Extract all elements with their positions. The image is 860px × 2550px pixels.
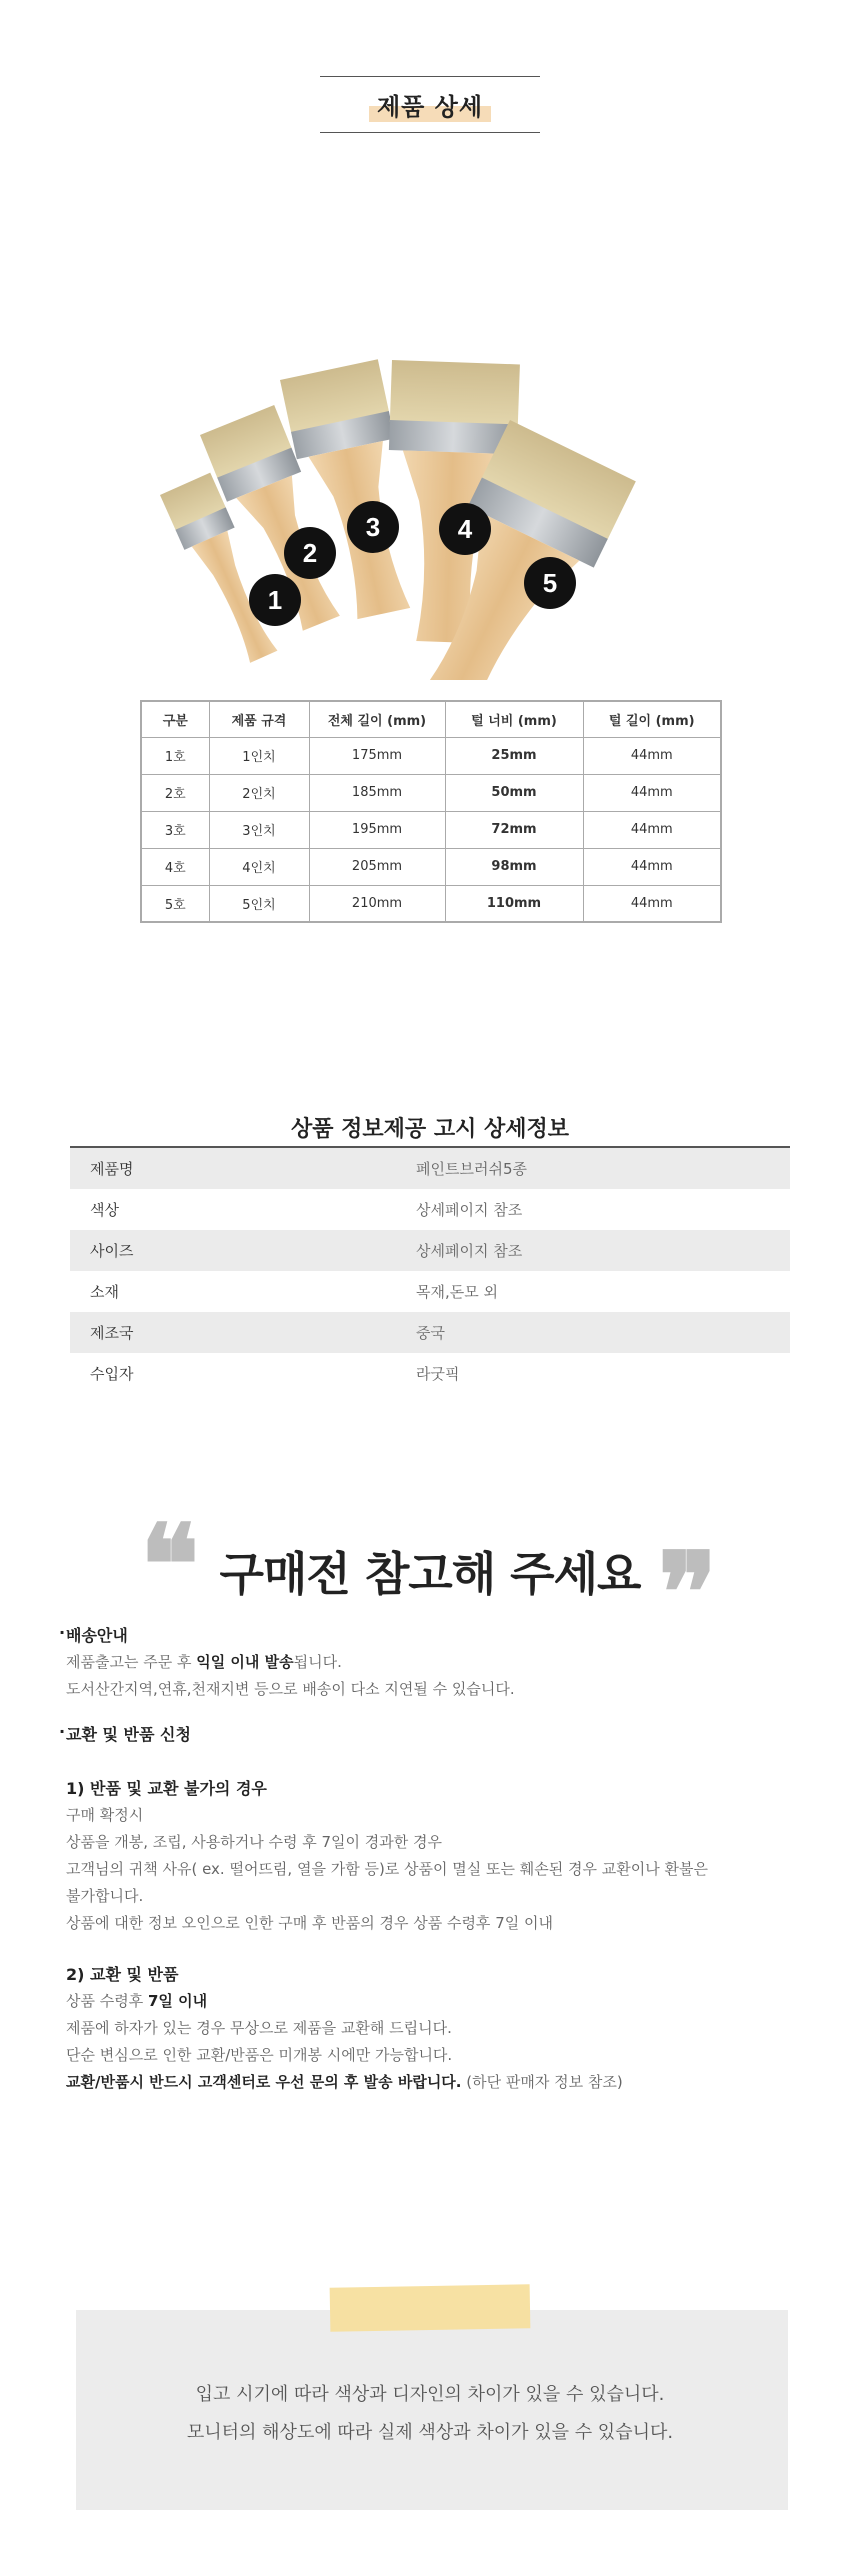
info-value: 페인트브러쉬5종 — [416, 1160, 527, 1178]
table-cell: 2인치 — [209, 774, 309, 811]
brush-label-5: 5 — [542, 568, 558, 598]
table-cell: 3호 — [141, 811, 209, 848]
open-quote-icon: ❝ — [140, 1500, 200, 1629]
table-cell: 44mm — [583, 737, 721, 774]
spec-header-bristle-width: 털 너비 (mm) — [445, 701, 583, 737]
case2-line-4-post: (하단 판매자 정보 참조) — [461, 2073, 623, 2091]
case1-heading: 1) 반품 및 교환 불가의 경우 — [66, 1779, 267, 1798]
case1-line: 불가합니다. — [66, 1887, 144, 1905]
brush-label-2: 2 — [302, 538, 318, 568]
info-row-origin — [70, 1312, 790, 1353]
case2-line-1-pre: 상품 수령후 — [66, 1992, 148, 2010]
table-cell: 3인치 — [209, 811, 309, 848]
notice-body — [66, 1622, 806, 2096]
brush-label-4: 4 — [457, 514, 473, 544]
info-table — [70, 1146, 790, 1394]
table-row — [141, 811, 721, 848]
table-cell: 98mm — [445, 848, 583, 885]
table-cell: 210mm — [309, 885, 445, 922]
brush-1-label-marker — [249, 574, 301, 626]
info-value: 목재,돈모 외 — [416, 1283, 498, 1301]
spec-header-total-length: 전체 길이 (mm) — [309, 701, 445, 737]
brush-4-label-marker — [439, 503, 491, 555]
table-row — [141, 848, 721, 885]
info-key: 색상 — [90, 1201, 119, 1219]
shipping-line-2: 도서산간지역,연휴,천재지변 등으로 배송이 다소 지연될 수 있습니다. — [66, 1680, 515, 1698]
brush-3-label-marker — [347, 501, 399, 553]
shipping-line-1 — [66, 1649, 806, 1676]
disclaimer-text — [0, 2376, 860, 2452]
case2-line-2: 제품에 하자가 있는 경우 무상으로 제품을 교환해 드립니다. — [66, 2019, 452, 2037]
brush-5-label-marker — [524, 557, 576, 609]
table-cell: 2호 — [141, 774, 209, 811]
close-quote-icon: ❞ — [658, 1528, 718, 1657]
spec-header-bristle-length: 털 길이 (mm) — [583, 701, 721, 737]
table-cell: 175mm — [309, 737, 445, 774]
shipping-heading: · 배송안내 — [66, 1622, 806, 1649]
info-value: 상세페이지 참조 — [416, 1201, 523, 1219]
table-cell: 1호 — [141, 737, 209, 774]
brush-label-3: 3 — [365, 512, 381, 542]
tape-decoration — [330, 2284, 531, 2331]
table-cell: 5인치 — [209, 885, 309, 922]
table-cell: 44mm — [583, 811, 721, 848]
info-row-size — [70, 1230, 790, 1271]
case1-line: 고객님의 귀책 사유( ex. 떨어뜨림, 열을 가함 등)로 상품이 멸실 또는 훼손된 경우 교환이나 환불은 — [66, 1860, 708, 1878]
info-key: 수입자 — [90, 1365, 134, 1383]
case2-heading: 2) 교환 및 반품 — [66, 1965, 179, 1984]
table-row — [141, 737, 721, 774]
info-key: 소재 — [90, 1283, 119, 1301]
table-cell: 205mm — [309, 848, 445, 885]
table-cell: 4호 — [141, 848, 209, 885]
spec-table — [140, 700, 722, 923]
notice-title: 구매전 참고해 주세요 — [219, 1547, 641, 1601]
info-value: 상세페이지 참조 — [416, 1242, 523, 1260]
info-row-importer — [70, 1353, 790, 1394]
table-cell: 44mm — [583, 885, 721, 922]
info-row-color — [70, 1189, 790, 1230]
case1-line: 상품을 개봉, 조립, 사용하거나 수령 후 7일이 경과한 경우 — [66, 1833, 443, 1851]
spec-header-size: 제품 규격 — [209, 701, 309, 737]
table-cell: 1인치 — [209, 737, 309, 774]
paint-brushes-illustration — [130, 300, 730, 680]
case2-line-4-bold: 교환/반품시 반드시 고객센터로 우선 문의 후 발송 바랍니다. — [66, 2073, 462, 2091]
disclaimer-line-1: 입고 시기에 따라 색상과 디자인의 차이가 있을 수 있습니다. — [195, 2384, 665, 2405]
page-title: 제품 상세 — [369, 87, 491, 122]
brush-label-1: 1 — [267, 585, 283, 615]
case2-line-1 — [66, 1988, 806, 2015]
exchange-heading: · 교환 및 반품 신청 — [66, 1721, 806, 1748]
table-cell: 44mm — [583, 848, 721, 885]
table-cell: 72mm — [445, 811, 583, 848]
title-top-line — [320, 76, 540, 77]
table-cell: 50mm — [445, 774, 583, 811]
spec-table-header-row — [141, 701, 721, 737]
info-row-product-name — [70, 1148, 790, 1189]
case2-line-4 — [66, 2069, 806, 2096]
table-cell: 5호 — [141, 885, 209, 922]
info-row-material — [70, 1271, 790, 1312]
brush-2-label-marker — [284, 527, 336, 579]
info-key: 사이즈 — [90, 1242, 134, 1260]
table-row — [141, 885, 721, 922]
case1-line: 상품에 대한 정보 오인으로 인한 구매 후 반품의 경우 상품 수령후 7일 이내 — [66, 1914, 553, 1932]
table-cell: 4인치 — [209, 848, 309, 885]
title-bottom-line — [320, 132, 540, 133]
table-cell: 185mm — [309, 774, 445, 811]
shipping-line-1-pre: 제품출고는 주문 후 — [66, 1653, 197, 1671]
info-value: 중국 — [416, 1324, 445, 1342]
info-value: 라굿픽 — [416, 1365, 460, 1383]
info-key: 제조국 — [90, 1324, 134, 1342]
table-cell: 195mm — [309, 811, 445, 848]
info-title: 상품 정보제공 고시 상세정보 — [290, 1117, 569, 1142]
section-title — [0, 76, 860, 133]
table-cell: 25mm — [445, 737, 583, 774]
spec-header-grade: 구분 — [141, 701, 209, 737]
info-key: 제품명 — [90, 1160, 134, 1178]
case1-line: 구매 확정시 — [66, 1806, 144, 1824]
case2-line-3: 단순 변심으로 인한 교환/반품은 미개봉 시에만 가능합니다. — [66, 2046, 453, 2064]
disclaimer-line-2: 모니터의 해상도에 따라 실제 색상과 차이가 있을 수 있습니다. — [186, 2422, 674, 2443]
table-cell: 110mm — [445, 885, 583, 922]
case2-line-1-bold: 7일 이내 — [148, 1992, 208, 2010]
table-cell: 44mm — [583, 774, 721, 811]
shipping-line-1-bold: 익일 이내 발송 — [196, 1653, 294, 1671]
shipping-line-1-post: 됩니다. — [293, 1653, 342, 1671]
table-row — [141, 774, 721, 811]
